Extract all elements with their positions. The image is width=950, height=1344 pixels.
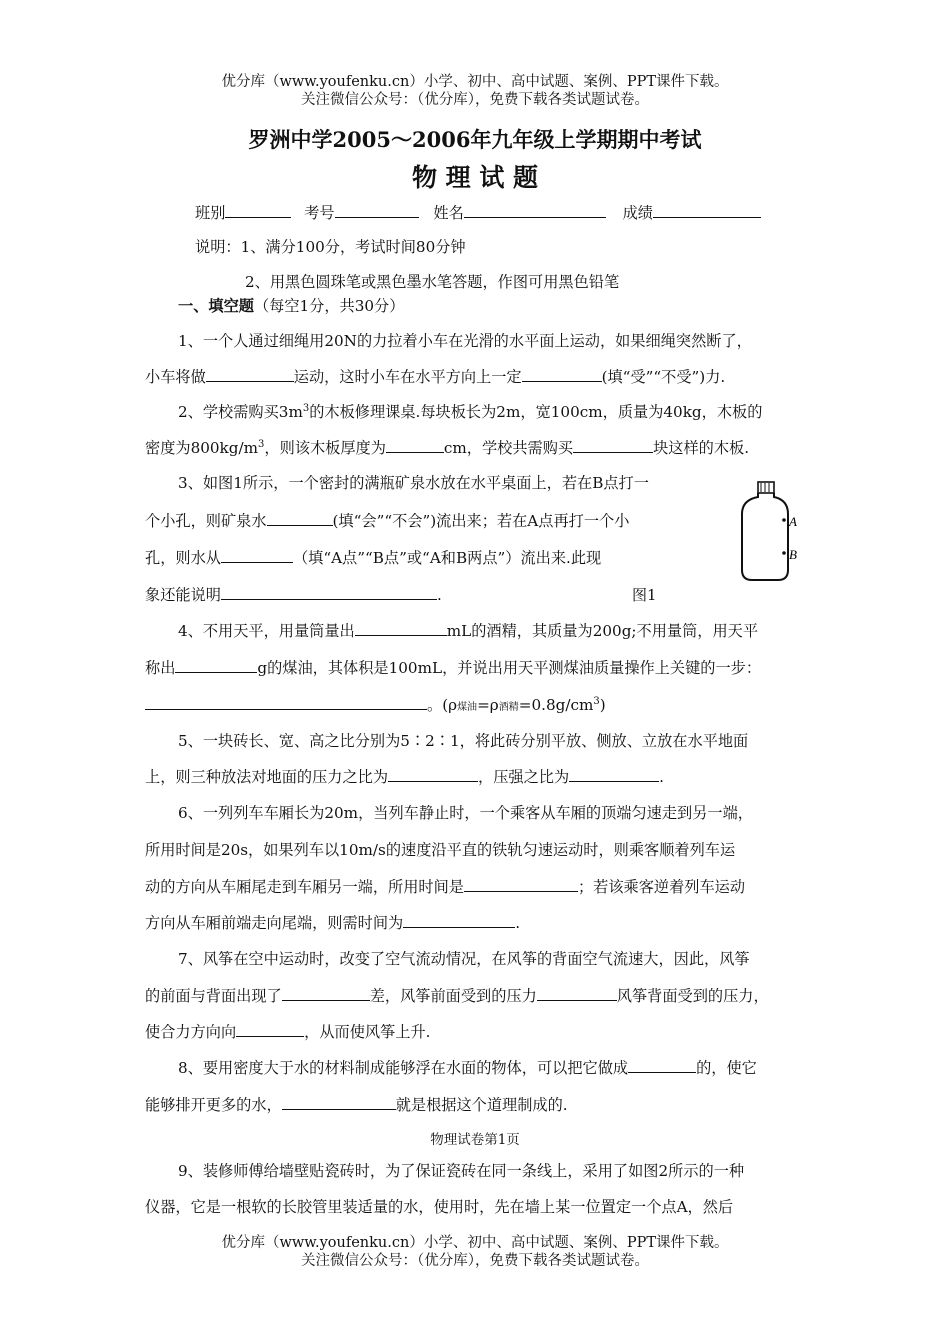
q7-blank-2[interactable] bbox=[537, 986, 617, 1001]
q7-text: 使合力方向向 bbox=[145, 1023, 237, 1041]
q6-line3 bbox=[145, 876, 745, 897]
q4-text: 称出 bbox=[145, 659, 176, 677]
section-heading bbox=[178, 295, 404, 316]
q6-text: ；若该乘客逆着列车运动 bbox=[577, 878, 745, 896]
q6-text: 动的方向从车厢尾走到车厢另一端，所用时间是 bbox=[145, 878, 464, 896]
q5-text: 上，则三种放法对地面的压力之比为 bbox=[145, 768, 388, 786]
q8-text: 的，使它 bbox=[696, 1059, 757, 1077]
point-a-marker bbox=[782, 518, 786, 522]
q7-text: 的前面与背面出现了 bbox=[145, 987, 282, 1005]
q9-line2: 仪器，它是一根软的长胶管里装适量的水，使用时，先在墙上某一位置定一个点A，然后 bbox=[145, 1198, 734, 1216]
q3-line2 bbox=[145, 510, 629, 531]
q7-text: 风筝背面受到的压力， bbox=[616, 987, 769, 1005]
section-title: 一、填空题 bbox=[178, 297, 254, 315]
q7-text: 差，风筝前面受到的压力 bbox=[369, 987, 537, 1005]
q2-line1 bbox=[178, 401, 762, 422]
q4-text: mL的酒精，其质量为200g;不用量筒，用天平 bbox=[446, 622, 759, 640]
q7-line1: 7、风筝在空中运动时，改变了空气流动情况，在风筝的背面空气流速大，因此，风筝 bbox=[178, 950, 750, 968]
q4-superscript: 3 bbox=[593, 695, 600, 707]
q3-blank-2[interactable] bbox=[221, 548, 293, 563]
q4-line2 bbox=[145, 657, 761, 678]
bottle-outline bbox=[742, 493, 788, 580]
q4-blank-2[interactable] bbox=[175, 658, 257, 673]
figure1-caption: 图1 bbox=[632, 586, 657, 604]
kerosene-subscript: 煤油 bbox=[457, 702, 478, 713]
q7-blank-1[interactable] bbox=[282, 986, 370, 1001]
q1-text: 小车将做 bbox=[145, 368, 206, 386]
page-number: 物理试卷第1页 bbox=[430, 1132, 520, 1148]
q4-text: 。( bbox=[427, 696, 449, 714]
q4-blank-3[interactable] bbox=[145, 695, 427, 710]
q8-text: 8、要用密度大于水的材料制成能够浮在水面的物体，可以把它做成 bbox=[178, 1059, 629, 1077]
q7-line3 bbox=[145, 1021, 430, 1042]
q6-text: . bbox=[515, 914, 521, 932]
exam-no-label: 考号 bbox=[304, 204, 335, 222]
section-scoring: （每空1分，共30分） bbox=[253, 297, 405, 315]
q3-text: . bbox=[436, 586, 442, 604]
q1-text: 运动，这时小车在水平方向上一定 bbox=[293, 368, 522, 386]
q7-text: ，从而使风筝上升. bbox=[304, 1023, 431, 1041]
score-blank[interactable] bbox=[653, 203, 761, 218]
q8-blank-2[interactable] bbox=[282, 1095, 396, 1110]
q6-blank-1[interactable] bbox=[464, 877, 578, 892]
q3-text: （填“A点”“B点”或“A和B两点”）流出来.此现 bbox=[292, 549, 602, 567]
q6-line1: 6、一列列车车厢长为20m，当列车静止时，一个乘客从车厢的顶端匀速走到另一端， bbox=[178, 804, 753, 822]
rho-symbol: ρ bbox=[448, 696, 458, 714]
q8-text: 能够排开更多的水， bbox=[145, 1096, 282, 1114]
q4-text: g的煤油，其体积是100mL，并说出用天平测煤油质量操作上关键的一步： bbox=[257, 659, 762, 677]
q4-line1 bbox=[178, 620, 758, 641]
q3-text: 孔，则水从 bbox=[145, 549, 221, 567]
q9-line1: 9、装修师傅给墙壁贴瓷砖时，为了保证瓷砖在同一条线上，采用了如图2所示的一种 bbox=[178, 1162, 745, 1180]
q1-line2 bbox=[145, 366, 725, 387]
q8-line1 bbox=[178, 1057, 757, 1078]
q2-text: cm，学校共需购买 bbox=[443, 439, 574, 457]
q2-text: 块这样的木板. bbox=[653, 439, 750, 457]
q1-text: (填“受”“不受”)力. bbox=[601, 368, 726, 386]
q4-text: =0.8g/cm bbox=[518, 696, 594, 714]
bottle-cap bbox=[758, 482, 774, 493]
note-2: 2、用黑色圆珠笔或黑色墨水笔答题，作图可用黑色铅笔 bbox=[245, 273, 620, 291]
q3-blank-3[interactable] bbox=[221, 585, 437, 600]
q2-line2 bbox=[145, 437, 749, 458]
q2-blank-2[interactable] bbox=[573, 438, 653, 453]
q2-blank-1[interactable] bbox=[386, 438, 444, 453]
point-b-label: B bbox=[789, 547, 797, 562]
q7-blank-3[interactable] bbox=[236, 1022, 304, 1037]
score-label: 成绩 bbox=[622, 204, 653, 222]
q6-blank-2[interactable] bbox=[403, 913, 515, 928]
rho-symbol: ρ bbox=[489, 696, 499, 714]
q2-superscript: 3 bbox=[258, 438, 265, 450]
site-footer-line1: 优分库（www.youfenku.cn）小学、初中、高中试题、案例、PPT课件下载。 bbox=[221, 1235, 729, 1251]
q3-line3 bbox=[145, 547, 601, 568]
q1-blank-2[interactable] bbox=[522, 367, 602, 382]
site-footer-line2: 关注微信公众号：（优分库），免费下载各类试题试卷。 bbox=[301, 1253, 649, 1269]
exam-title: 罗洲中学2005～2006年九年级上学期期中考试 bbox=[248, 127, 702, 152]
exam-subtitle: 物 理 试 题 bbox=[411, 163, 539, 192]
q2-text: 密度为800kg/m bbox=[145, 439, 258, 457]
q4-text: 4、不用天平，用量筒量出 bbox=[178, 622, 355, 640]
exam-no-blank[interactable] bbox=[335, 203, 419, 218]
class-label: 班别 bbox=[195, 204, 226, 222]
bottle-figure bbox=[738, 480, 800, 584]
name-label: 姓名 bbox=[433, 204, 464, 222]
q5-text: ，压强之比为 bbox=[478, 768, 570, 786]
q8-text: 就是根据这个道理制成的. bbox=[395, 1096, 568, 1114]
q3-text: 象还能说明 bbox=[145, 586, 221, 604]
name-blank[interactable] bbox=[464, 203, 606, 218]
q2-text: 的木板修理课桌.每块板长为2m，宽100cm，质量为40kg，木板的 bbox=[309, 403, 763, 421]
q8-blank-1[interactable] bbox=[628, 1058, 696, 1073]
q6-line4 bbox=[145, 912, 520, 933]
q1-blank-1[interactable] bbox=[206, 367, 294, 382]
q5-line1: 5、一块砖长、宽、高之比分别为5∶2∶1，将此砖分别平放、侧放、立放在水平地面 bbox=[178, 732, 749, 750]
q2-text: 2、学校需购买3m bbox=[178, 403, 303, 421]
q3-line1: 3、如图1所示，一个密封的满瓶矿泉水放在水平桌面上，若在B点打一 bbox=[178, 474, 649, 492]
q4-line3 bbox=[145, 694, 606, 715]
class-blank[interactable] bbox=[225, 203, 291, 218]
point-a-label: A bbox=[789, 514, 797, 529]
site-banner-line1: 优分库（www.youfenku.cn）小学、初中、高中试题、案例、PPT课件下载。 bbox=[221, 74, 729, 90]
bottle-cap-ridges bbox=[761, 483, 769, 492]
q7-line2 bbox=[145, 985, 769, 1006]
q5-line2 bbox=[145, 766, 664, 787]
q4-text: = bbox=[477, 696, 490, 714]
q3-blank-1[interactable] bbox=[267, 511, 333, 526]
q5-text: . bbox=[659, 768, 664, 786]
q3-text: 个小孔，则矿泉水 bbox=[145, 512, 267, 530]
q8-line2 bbox=[145, 1094, 568, 1115]
info-row bbox=[195, 202, 761, 223]
q4-text: ) bbox=[599, 696, 606, 714]
point-b-marker bbox=[782, 551, 786, 555]
q3-text: (填“会”“不会”)流出来；若在A点再打一个小 bbox=[332, 512, 630, 530]
q2-superscript: 3 bbox=[302, 402, 310, 414]
q1-line1: 1、一个人通过细绳用20N的力拉着小车在光滑的水平面上运动，如果细绳突然断了， bbox=[178, 332, 752, 350]
q5-blank-2[interactable] bbox=[569, 767, 659, 782]
q2-text: ，则该木板厚度为 bbox=[264, 439, 386, 457]
alcohol-subscript: 酒精 bbox=[498, 702, 519, 713]
site-banner-line2: 关注微信公众号：（优分库），免费下载各类试题试卷。 bbox=[301, 92, 649, 108]
q5-blank-1[interactable] bbox=[388, 767, 478, 782]
q6-text: 方向从车厢前端走向尾端，则需时间为 bbox=[145, 914, 404, 932]
q4-blank-1[interactable] bbox=[355, 621, 447, 636]
q3-line4 bbox=[145, 584, 442, 605]
q6-line2: 所用时间是20s，如果列车以10m/s的速度沿平直的铁轨匀速运动时，则乘客顺着列车运 bbox=[145, 841, 736, 859]
note-1: 说明：1、满分100分，考试时间80分钟 bbox=[195, 238, 466, 256]
